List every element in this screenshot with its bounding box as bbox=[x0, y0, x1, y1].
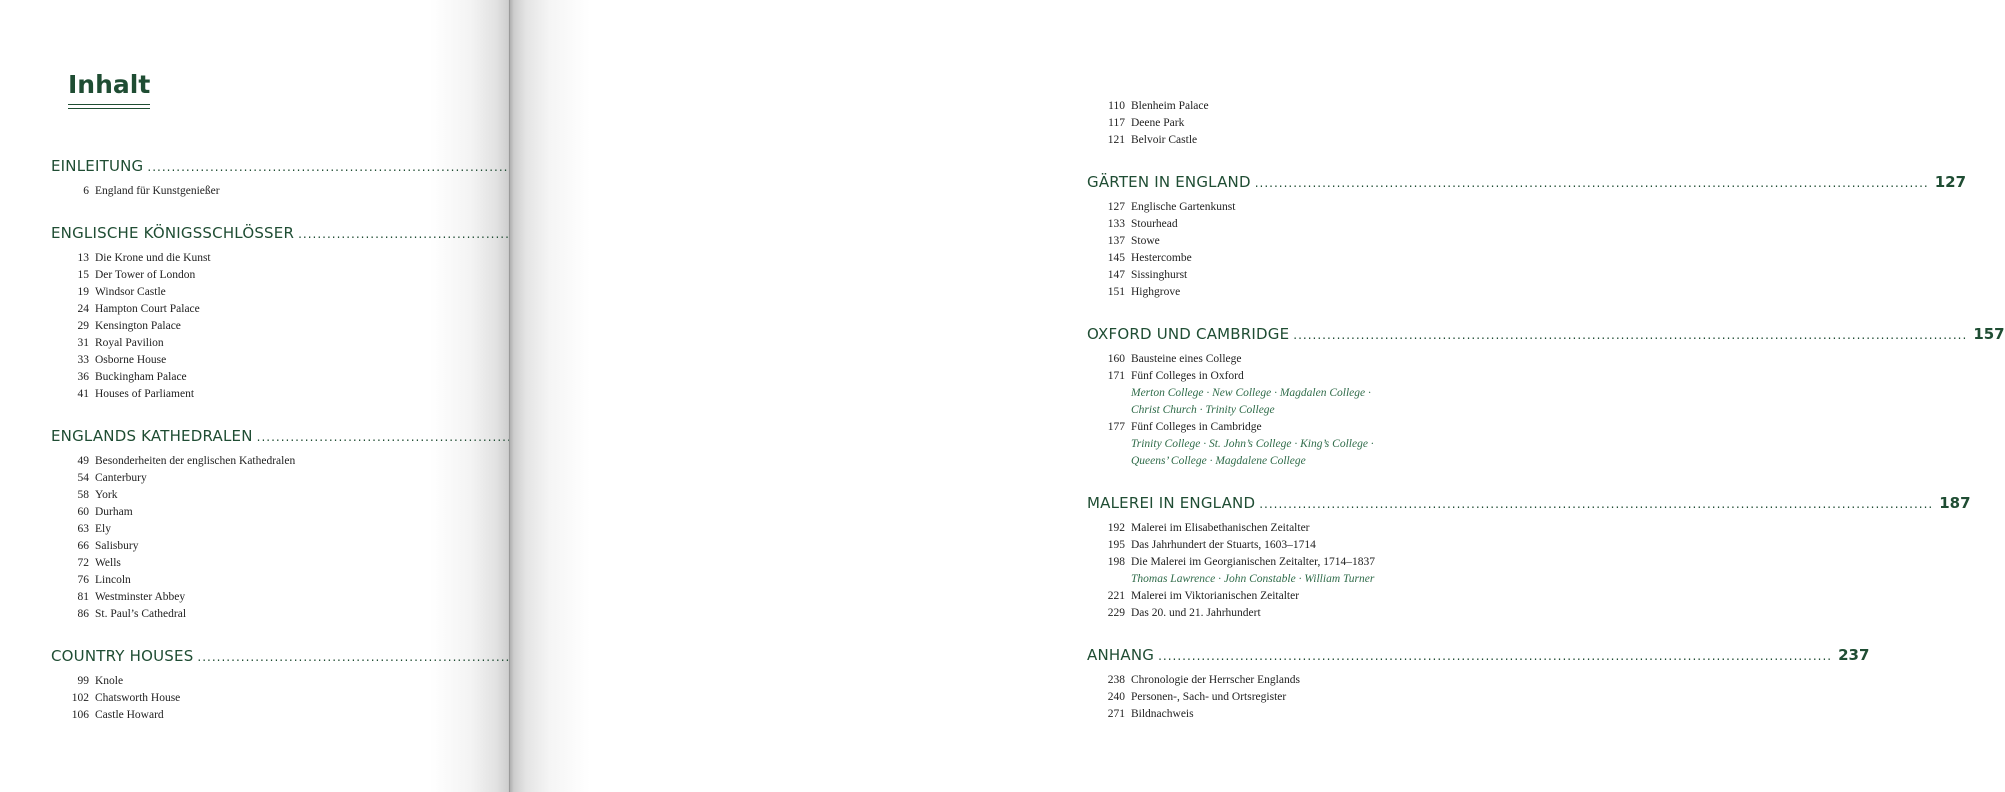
toc-entry-title: Der Tower of London bbox=[95, 269, 196, 281]
toc-entry-title: Chatsworth House bbox=[95, 692, 181, 704]
toc-entry-page-number: 19 bbox=[77, 286, 89, 298]
toc-entry-title: Kensington Palace bbox=[95, 320, 181, 332]
toc-entry-list bbox=[51, 183, 424, 200]
dot-leader bbox=[1158, 645, 1832, 667]
toc-entry-title: Canterbury bbox=[95, 472, 147, 484]
toc-section-heading[interactable] bbox=[51, 155, 424, 177]
toc-entry[interactable] bbox=[1087, 267, 1460, 284]
toc-entry[interactable] bbox=[51, 572, 424, 589]
toc-entry-page-number: 151 bbox=[1107, 286, 1125, 298]
toc-entry-title: Englische Gartenkunst bbox=[1131, 201, 1236, 213]
toc-entry[interactable] bbox=[51, 538, 424, 555]
toc-entry-title: Ely bbox=[95, 523, 111, 535]
toc-entry-title: Windsor Castle bbox=[95, 286, 166, 298]
toc-entry[interactable] bbox=[51, 707, 424, 724]
section-heading-label: MALEREI IN ENGLAND bbox=[1087, 494, 1256, 512]
toc-entry[interactable] bbox=[51, 606, 424, 623]
toc-entry[interactable] bbox=[1087, 689, 1460, 706]
toc-entry-title: Stowe bbox=[1131, 235, 1160, 247]
section-heading-label: EINLEITUNG bbox=[51, 157, 144, 175]
toc-entry[interactable] bbox=[51, 690, 424, 707]
toc-entry-page-number: 117 bbox=[1108, 117, 1125, 129]
toc-entry[interactable] bbox=[51, 369, 424, 386]
toc-entry[interactable] bbox=[51, 352, 424, 369]
toc-entry-page-number: 29 bbox=[77, 320, 89, 332]
toc-entry-title: Knole bbox=[95, 675, 124, 687]
toc-entry-page-number: 72 bbox=[77, 557, 89, 569]
toc-entry-list bbox=[1087, 351, 1460, 470]
toc-entry-title: St. Paul’s Cathedral bbox=[95, 608, 187, 620]
toc-entry-title: Lincoln bbox=[95, 574, 131, 586]
toc-entry-title: Salisbury bbox=[95, 540, 139, 552]
toc-entry[interactable] bbox=[51, 504, 424, 521]
toc-entry-title: Stourhead bbox=[1131, 218, 1178, 230]
toc-entry[interactable] bbox=[51, 470, 424, 487]
toc-entry-title: Westminster Abbey bbox=[95, 591, 186, 603]
toc-entry-page-number: 177 bbox=[1107, 421, 1125, 433]
toc-entry-page-number: 33 bbox=[77, 354, 89, 366]
toc-entry-page-number: 81 bbox=[77, 591, 89, 603]
toc-entry-title: Durham bbox=[95, 506, 133, 518]
toc-entry[interactable] bbox=[1087, 605, 1460, 622]
page-title: Inhalt bbox=[68, 68, 150, 105]
toc-entry-title: Deene Park bbox=[1131, 117, 1185, 129]
toc-entry[interactable] bbox=[1087, 199, 1460, 216]
toc-entry[interactable] bbox=[1087, 115, 1460, 132]
toc-entry-title: Hampton Court Palace bbox=[95, 303, 200, 315]
toc-entry-page-number: 145 bbox=[1107, 252, 1125, 264]
toc-entry-page-number: 76 bbox=[77, 574, 89, 586]
toc-entry-page-number: 66 bbox=[77, 540, 89, 552]
toc-left-column bbox=[51, 155, 424, 724]
toc-entry[interactable] bbox=[1087, 419, 1460, 436]
toc-subentry bbox=[1087, 385, 1460, 402]
toc-entry-page-number: 49 bbox=[77, 455, 89, 467]
dot-leader bbox=[1255, 172, 1929, 194]
toc-entry-page-number: 102 bbox=[71, 692, 89, 704]
toc-entry-title: Bausteine eines College bbox=[1131, 353, 1242, 365]
toc-entry-page-number: 195 bbox=[1107, 539, 1125, 551]
toc-entry-title: Thomas Lawrence · John Constable · William Turner bbox=[1131, 573, 1375, 585]
toc-entry[interactable] bbox=[1087, 132, 1460, 149]
section-heading-label: ENGLISCHE KÖNIGSSCHLÖSSER bbox=[51, 224, 295, 242]
section-heading-label: ENGLANDS KATHEDRALEN bbox=[51, 427, 253, 445]
toc-entry-title: Die Malerei im Georgianischen Zeitalter, 1714–1837 bbox=[1131, 556, 1375, 568]
toc-entry[interactable] bbox=[51, 183, 424, 200]
toc-subentry bbox=[1087, 571, 1460, 588]
toc-section-heading[interactable] bbox=[1087, 171, 1967, 193]
toc-entry-page-number: 13 bbox=[77, 252, 89, 264]
toc-entry[interactable] bbox=[1087, 672, 1460, 689]
toc-entry-title: Trinity College · St. John’s College · King’s College · bbox=[1131, 438, 1374, 450]
toc-entry[interactable] bbox=[1087, 368, 1460, 385]
toc-entry-page-number: 63 bbox=[77, 523, 89, 535]
toc-section bbox=[1087, 492, 1971, 622]
toc-entry-title: Fünf Colleges in Cambridge bbox=[1131, 421, 1262, 433]
toc-section-heading[interactable] bbox=[1087, 492, 1971, 514]
toc-entry-page-number: 127 bbox=[1107, 201, 1125, 213]
toc-entry-page-number: 240 bbox=[1107, 691, 1125, 703]
toc-entry-page-number: 198 bbox=[1107, 556, 1125, 568]
toc-entry-page-number: 171 bbox=[1107, 370, 1125, 382]
toc-entry[interactable] bbox=[51, 487, 424, 504]
toc-subentry bbox=[1087, 436, 1460, 453]
toc-entry-page-number: 192 bbox=[1107, 522, 1125, 534]
section-heading-page-number: 157 bbox=[1973, 325, 2005, 343]
toc-entry-page-number: 271 bbox=[1107, 708, 1125, 720]
toc-entry[interactable] bbox=[1087, 554, 1460, 571]
toc-entry-title: Blenheim Palace bbox=[1131, 100, 1209, 112]
toc-entry-title: Hestercombe bbox=[1131, 252, 1192, 264]
toc-section-heading[interactable] bbox=[51, 222, 424, 244]
toc-entry-list bbox=[51, 673, 424, 724]
toc-entry[interactable] bbox=[1087, 706, 1460, 723]
toc-section bbox=[1087, 171, 1967, 301]
toc-entry-title: Malerei im Elisabethanischen Zeitalter bbox=[1131, 522, 1310, 534]
toc-entry-title: Castle Howard bbox=[95, 709, 164, 721]
toc-entry-title: Osborne House bbox=[95, 354, 167, 366]
toc-entry-list bbox=[1087, 520, 1460, 622]
toc-entry-title: Besonderheiten der englischen Kathedralen bbox=[95, 455, 296, 467]
toc-entry-page-number: 24 bbox=[77, 303, 89, 315]
toc-section bbox=[51, 425, 424, 623]
toc-section-heading[interactable] bbox=[51, 425, 424, 447]
toc-entry-title: England für Kunstgenießer bbox=[95, 185, 220, 197]
toc-entry-title: Buckingham Palace bbox=[95, 371, 187, 383]
toc-right-column bbox=[1087, 98, 2005, 723]
toc-section bbox=[51, 222, 424, 403]
section-heading-page-number: 237 bbox=[1838, 646, 1870, 664]
dot-leader bbox=[1259, 493, 1933, 515]
toc-entry-title: Queens’ College · Magdalene College bbox=[1131, 455, 1306, 467]
dot-leader bbox=[1293, 324, 1967, 346]
toc-section bbox=[51, 155, 424, 200]
toc-entry-page-number: 238 bbox=[1107, 674, 1125, 686]
toc-entry-title: Personen-, Sach- und Ortsregister bbox=[1131, 691, 1287, 703]
toc-entry-page-number: 133 bbox=[1107, 218, 1125, 230]
section-heading-label: ANHANG bbox=[1087, 646, 1155, 664]
toc-entry-page-number: 6 bbox=[83, 185, 89, 197]
section-heading-label: COUNTRY HOUSES bbox=[51, 647, 194, 665]
toc-entry-title: Wells bbox=[95, 557, 121, 569]
toc-section-heading[interactable] bbox=[1087, 323, 2005, 345]
toc-section-heading[interactable] bbox=[51, 645, 424, 667]
toc-entry-title: Das 20. und 21. Jahrhundert bbox=[1131, 607, 1261, 619]
right-page bbox=[510, 0, 2005, 792]
toc-entry[interactable] bbox=[51, 521, 424, 538]
toc-entry-page-number: 110 bbox=[1108, 100, 1125, 112]
toc-continued-entry-list bbox=[1087, 98, 1460, 149]
toc-section bbox=[1087, 323, 2005, 470]
toc-entry-list bbox=[1087, 199, 1460, 301]
toc-entry-title: Belvoir Castle bbox=[1131, 134, 1198, 146]
toc-entry[interactable] bbox=[51, 301, 424, 318]
toc-entry[interactable] bbox=[51, 453, 424, 470]
toc-section bbox=[1087, 644, 1870, 723]
toc-entry-title: Royal Pavilion bbox=[95, 337, 164, 349]
toc-entry[interactable] bbox=[51, 386, 424, 403]
toc-entry-page-number: 36 bbox=[77, 371, 89, 383]
toc-entry-page-number: 106 bbox=[71, 709, 89, 721]
toc-entry-page-number: 121 bbox=[1107, 134, 1125, 146]
toc-entry[interactable] bbox=[51, 267, 424, 284]
toc-entry[interactable] bbox=[1087, 588, 1460, 605]
toc-entry[interactable] bbox=[51, 673, 424, 690]
toc-entry-title: Houses of Parliament bbox=[95, 388, 195, 400]
section-heading-label: OXFORD UND CAMBRIDGE bbox=[1087, 325, 1290, 343]
toc-entry[interactable] bbox=[1087, 216, 1460, 233]
toc-entry-page-number: 41 bbox=[77, 388, 89, 400]
toc-entry[interactable] bbox=[51, 284, 424, 301]
toc-entry-page-number: 60 bbox=[77, 506, 89, 518]
toc-entry[interactable] bbox=[51, 318, 424, 335]
toc-entry[interactable] bbox=[1087, 351, 1460, 368]
toc-entry[interactable] bbox=[51, 335, 424, 352]
toc-entry[interactable] bbox=[1087, 520, 1460, 537]
section-heading-page-number: 187 bbox=[1939, 494, 1971, 512]
toc-entry-page-number: 86 bbox=[77, 608, 89, 620]
toc-entry-title: York bbox=[95, 489, 118, 501]
toc-entry-page-number: 137 bbox=[1107, 235, 1125, 247]
toc-entry-list bbox=[51, 453, 424, 623]
toc-entry-title: Highgrove bbox=[1131, 286, 1181, 298]
left-page bbox=[0, 0, 510, 792]
toc-entry-title: Bildnachweis bbox=[1131, 708, 1194, 720]
toc-entry[interactable] bbox=[1087, 284, 1460, 301]
toc-entry-title: Chronologie der Herrscher Englands bbox=[1131, 674, 1300, 686]
section-heading-page-number: 127 bbox=[1934, 173, 1967, 191]
toc-entry-page-number: 221 bbox=[1107, 590, 1125, 602]
toc-entry-page-number: 54 bbox=[77, 472, 89, 484]
toc-entry-title: Fünf Colleges in Oxford bbox=[1131, 370, 1244, 382]
toc-entry-page-number: 147 bbox=[1107, 269, 1125, 281]
section-heading-label: GÄRTEN IN ENGLAND bbox=[1087, 173, 1251, 191]
toc-section bbox=[51, 645, 424, 724]
toc-entry-page-number: 229 bbox=[1107, 607, 1125, 619]
toc-entry-page-number: 99 bbox=[77, 675, 89, 687]
toc-entry-title: Malerei im Viktorianischen Zeitalter bbox=[1131, 590, 1300, 602]
toc-entry-page-number: 15 bbox=[77, 269, 89, 281]
toc-entry-title: Sissinghurst bbox=[1131, 269, 1188, 281]
toc-entry[interactable] bbox=[51, 250, 424, 267]
toc-entry-page-number: 31 bbox=[77, 337, 89, 349]
toc-entry-title: Das Jahrhundert der Stuarts, 1603–1714 bbox=[1131, 539, 1316, 551]
toc-entry[interactable] bbox=[1087, 98, 1460, 115]
toc-entry[interactable] bbox=[51, 555, 424, 572]
toc-entry-list bbox=[51, 250, 424, 403]
toc-entry[interactable] bbox=[1087, 250, 1460, 267]
toc-entry-title: Merton College · New College · Magdalen College · bbox=[1131, 387, 1371, 399]
toc-entry[interactable] bbox=[1087, 233, 1460, 250]
toc-entry-title: Christ Church · Trinity College bbox=[1131, 404, 1275, 416]
toc-entry[interactable] bbox=[1087, 537, 1460, 554]
toc-section-heading[interactable] bbox=[1087, 644, 1870, 666]
toc-entry[interactable] bbox=[51, 589, 424, 606]
toc-entry-title: Die Krone und die Kunst bbox=[95, 252, 211, 264]
toc-entry-page-number: 160 bbox=[1107, 353, 1125, 365]
toc-subentry bbox=[1087, 402, 1460, 419]
toc-entry-page-number: 58 bbox=[77, 489, 89, 501]
book-gutter bbox=[509, 0, 510, 792]
toc-entry-list bbox=[1087, 672, 1460, 723]
toc-subentry bbox=[1087, 453, 1460, 470]
